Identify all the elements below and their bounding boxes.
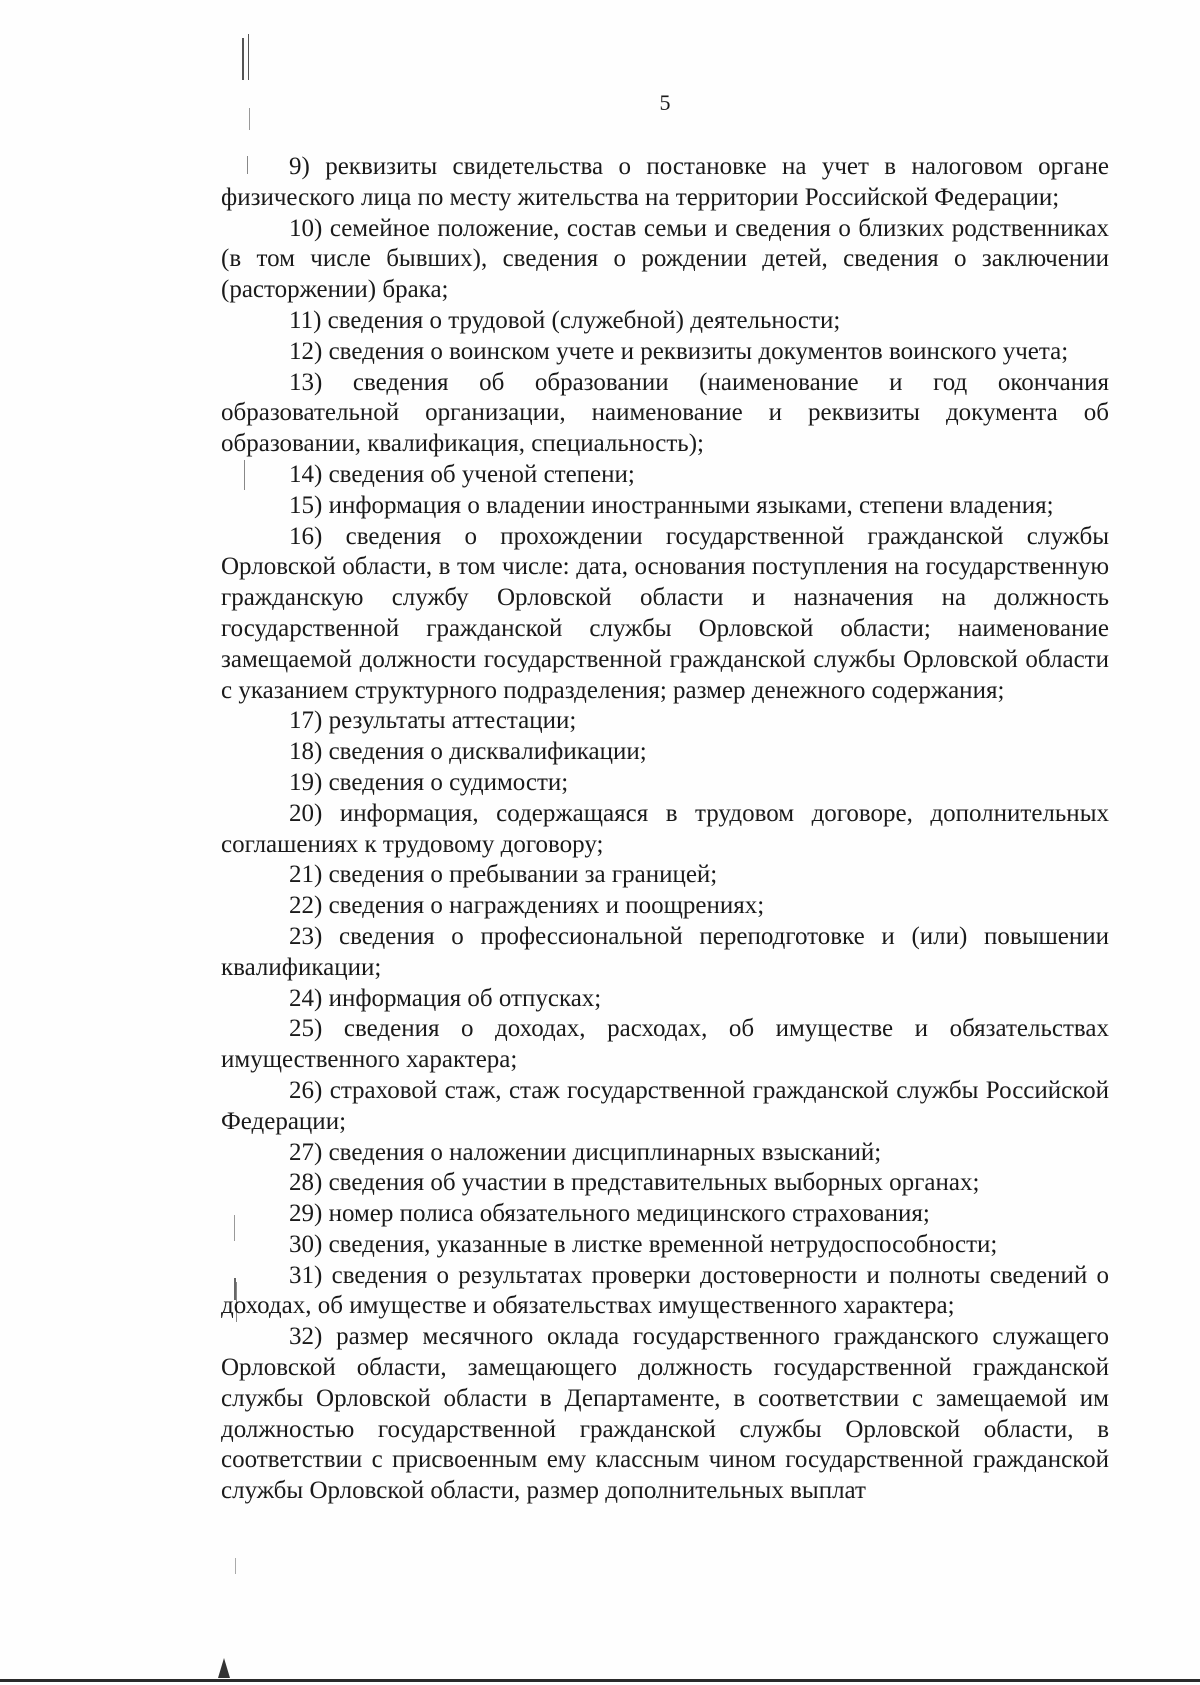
list-item: 22) сведения о награждениях и поощрениях; bbox=[289, 892, 765, 920]
list-item: 11) сведения о трудовой (служебной) деятельности; bbox=[289, 306, 841, 334]
page-number: 5 bbox=[659, 90, 671, 115]
list-item: 26) страховой стаж, стаж государственной гражданской службы Российской Федерации; bbox=[221, 1076, 1109, 1135]
scan-artifact bbox=[248, 34, 249, 80]
list-item: 12) сведения о воинском учете и реквизиты документов воинского учета; bbox=[289, 337, 1069, 365]
list-item: 23) сведения о профессиональной переподготовке и (или) повышении квалификации; bbox=[221, 922, 1109, 981]
list-item: 9) реквизиты свидетельства о постановке на учет в налоговом органе физического лица по месту жительства на территории Российской Федерации; bbox=[221, 153, 1109, 211]
list-item: 24) информация об отпусках; bbox=[289, 984, 602, 1012]
list-item: 32) размер месячного оклада государственного гражданского служащего Орловской области, замещающего должность государственной гражданской службы Орловской области в Департаменте, в соответствии с замещаемой им должностью государственной гражданской службы Орловской области, в соответствии с присвоенным ему классным чином государственной гражданской службы Орловской области, размер дополнительных выплат bbox=[221, 1323, 1109, 1505]
list-item: 16) сведения о прохождении государственной гражданской службы Орловской области, в том числе: дата, основания поступления на государственную гражданскую службу Орловской области и назначения на должность государственной гражданской службы Орловской области; наименование замещаемой должности государственной гражданской службы Орловской области с указанием структурного подразделения; размер денежного содержания; bbox=[221, 522, 1109, 704]
list-item: 30) сведения, указанные в листке временной нетрудоспособности; bbox=[289, 1230, 998, 1258]
list-item: 17) результаты аттестации; bbox=[289, 707, 577, 735]
list-item: 25) сведения о доходах, расходах, об имуществе и обязательствах имущественного характера; bbox=[221, 1015, 1109, 1074]
list-item: 31) сведения о результатах проверки достоверности и полноты сведений о доходах, об имуществе и обязательствах имущественного характера; bbox=[221, 1261, 1109, 1320]
list-item: 13) сведения об образовании (наименование и год окончания образовательной организации, наименование и реквизиты документа об образовании, квалификация, специальность); bbox=[221, 368, 1109, 458]
document-body bbox=[221, 152, 1109, 1507]
list-item: 20) информация, содержащаяся в трудовом договоре, дополнительных соглашениях к трудовому договору; bbox=[221, 799, 1109, 858]
page-bottom-edge bbox=[0, 1679, 1200, 1682]
scan-artifact bbox=[218, 1658, 230, 1678]
list-item: 14) сведения об ученой степени; bbox=[289, 460, 635, 488]
list-item: 29) номер полиса обязательного медицинского страхования; bbox=[289, 1200, 930, 1228]
list-item: 21) сведения о пребывании за границей; bbox=[289, 861, 718, 889]
list-item: 19) сведения о судимости; bbox=[289, 768, 569, 796]
list-item: 10) семейное положение, состав семьи и сведения о близких родственниках (в том числе бывших), сведения о рождении детей, сведения о заключении (расторжении) брака; bbox=[221, 214, 1109, 304]
list-item: 28) сведения об участии в представительных выборных органах; bbox=[289, 1169, 980, 1197]
scan-artifact bbox=[242, 38, 244, 80]
list-item: 15) информация о владении иностранными языками, степени владения; bbox=[289, 491, 1054, 519]
scan-artifact bbox=[235, 1558, 236, 1574]
list-item: 18) сведения о дисквалификации; bbox=[289, 738, 647, 766]
list-item: 27) сведения о наложении дисциплинарных взысканий; bbox=[289, 1138, 882, 1166]
